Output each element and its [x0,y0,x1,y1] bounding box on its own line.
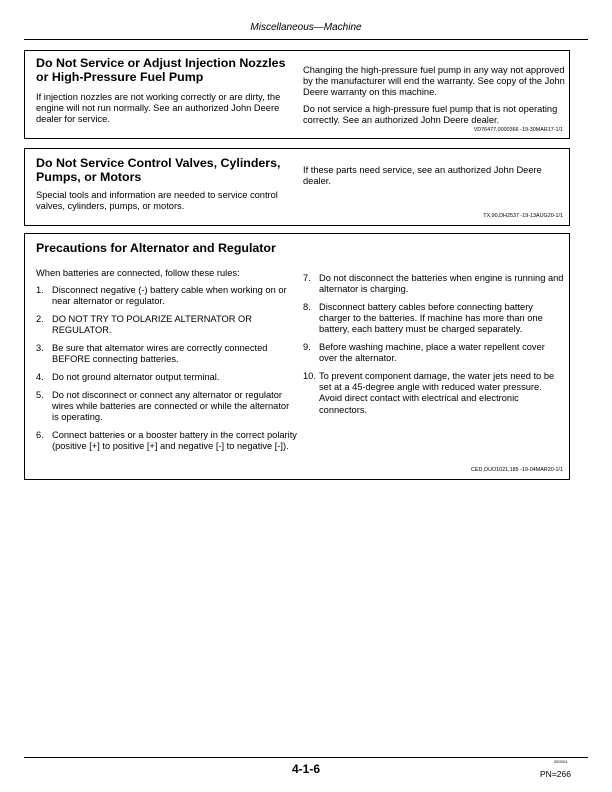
body-paragraph: If injection nozzles are not working correctly or are dirty, the engine will not run normally. See an authorized John Deere dealer for service. [36,92,281,125]
item-text: Connect batteries or a booster battery in the correct polarity (positive [+] to positive [+] and negative [-] to negative [-]). [52,429,297,451]
list-item [303,302,565,336]
right-column [303,165,565,187]
item-number: 6. [36,429,44,440]
right-column [303,273,565,422]
section-injection-nozzles [24,50,570,139]
section-alternator-precautions [24,233,570,480]
item-number: 4. [36,371,44,382]
item-number: 8. [303,301,311,312]
body-paragraph: If these parts need service, see an authorized John Deere dealer. [303,165,542,187]
section-title: Do Not Service or Adjust Injection Nozzles or High-Pressure Fuel Pump [36,56,286,84]
body-paragraph: Do not service a high-pressure fuel pump that is not operating correctly. See an authorized John Deere dealer. [303,103,558,125]
reference-code: TX,90,DH2537 -19-13AUG20-1/1 [483,213,563,219]
item-number: 1. [36,285,44,296]
item-text: Disconnect battery cables before connecting battery charger to the batteries. If machine has more than one battery, each battery must be charged separately. [319,301,543,335]
list-item [36,372,298,383]
footer-code: 050324 [554,759,568,764]
section-control-valves [24,148,570,226]
item-text: Do not ground alternator output terminal. [52,371,220,382]
item-text: Do not disconnect the batteries when engine is running and alternator is charging. [319,273,564,295]
intro-paragraph: When batteries are connected, follow these rules: [36,268,240,278]
item-text: DO NOT TRY TO POLARIZE ALTERNATOR OR REGULATOR. [52,314,252,336]
item-number: 9. [303,342,311,353]
left-column [36,156,298,212]
list-item [36,390,298,424]
left-column [36,56,298,126]
item-number: 2. [36,314,44,325]
list-item [36,343,298,365]
list-item [303,273,565,295]
section-title: Do Not Service Control Valves, Cylinders, Pumps, or Motors [36,156,281,184]
rules-list-right [303,273,565,416]
reference-code: CED,OUO1021,185 -19-04MAR20-1/1 [471,467,563,473]
list-item [36,314,298,336]
list-item [36,285,298,307]
item-number: 5. [36,389,44,400]
item-number: 10. [303,370,316,381]
list-item [36,430,298,452]
item-text: To prevent component damage, the water jets need to be set at a 45-degree angle with reduced water pressure. Avoid direct contact with electrical and electronic connectors. [319,370,555,415]
page-pn: PN=266 [540,769,571,779]
body-paragraph: Changing the high-pressure fuel pump in any way not approved by the manufacturer will end the warranty. See copy of the John Deere warranty on this machine. [303,65,565,98]
right-column [303,65,565,126]
list-item [303,342,565,364]
left-column [36,241,298,459]
item-text: Before washing machine, place a water repellent cover over the alternator. [319,342,545,364]
section-title: Precautions for Alternator and Regulator [36,241,276,255]
item-text: Be sure that alternator wires are correctly connected BEFORE connecting batteries. [52,343,268,365]
rules-list-left [36,285,298,452]
running-head: Miscellaneous—Machine [250,22,362,33]
header-rule [24,39,588,40]
item-number: 7. [303,273,311,283]
item-text: Disconnect negative (-) battery cable when working on or near alternator or regulator. [52,285,287,307]
body-paragraph: Special tools and information are needed to service control valves, cylinders, pumps, or motors. [36,190,278,212]
footer-rule [24,757,588,758]
page-number: 4-1-6 [291,762,320,776]
item-number: 3. [36,343,44,354]
list-item [303,371,565,416]
reference-code: VD76477,0000366 -19-30MAR17-1/1 [473,127,563,133]
item-text: Do not disconnect or connect any alternator or regulator wires while batteries are connected or while the alternator is operating. [52,389,290,423]
